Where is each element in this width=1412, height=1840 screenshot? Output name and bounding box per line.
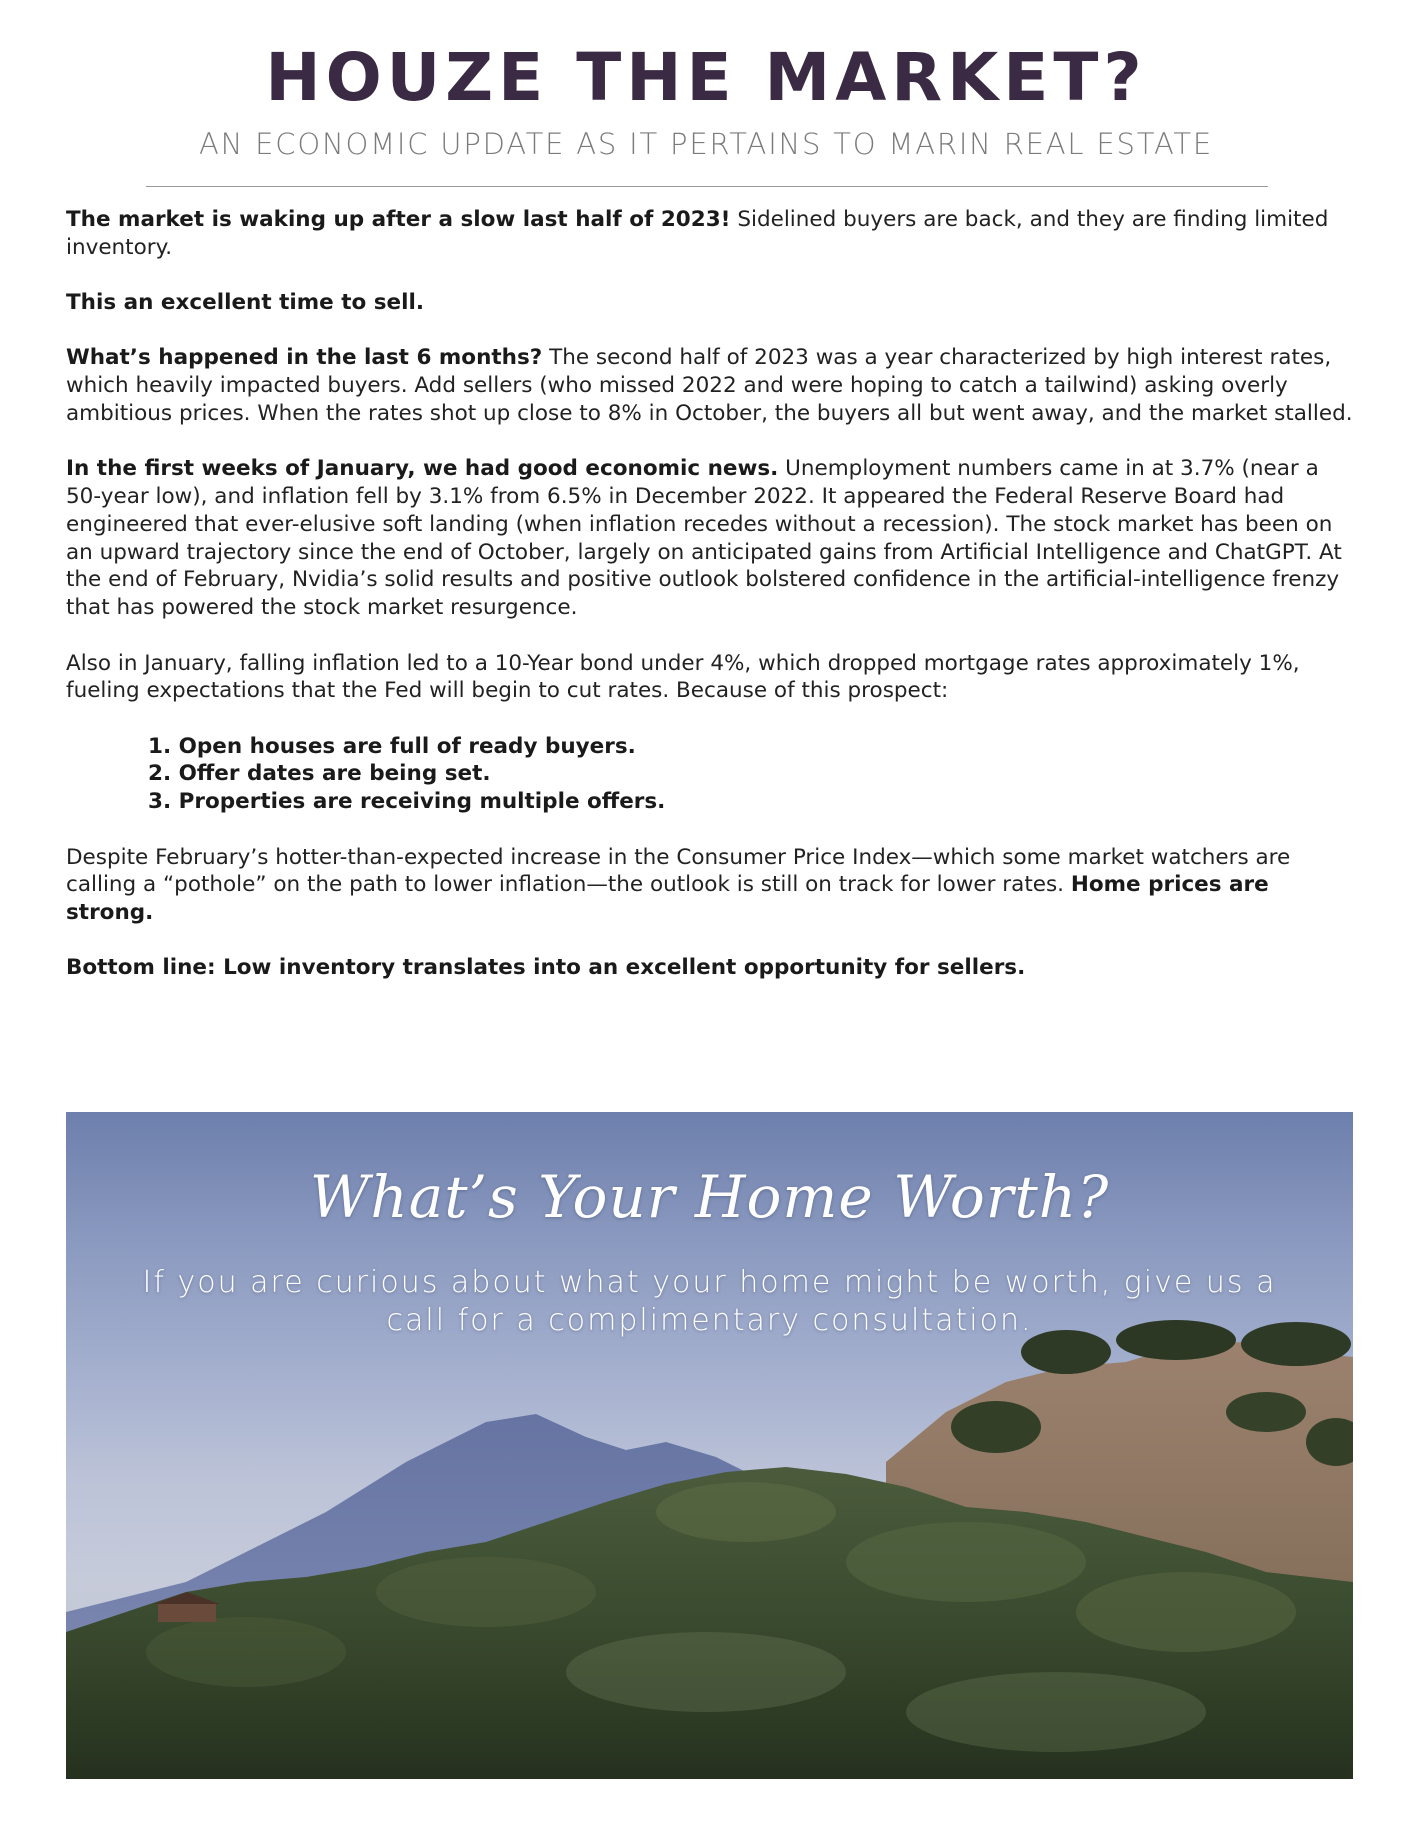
list-item: 3. Properties are receiving multiple offers. bbox=[148, 789, 666, 815]
article-body bbox=[66, 206, 1356, 1010]
paragraph-bond-rates bbox=[66, 650, 1356, 706]
six-months-lead: What’s happened in the last 6 months? bbox=[66, 345, 543, 371]
paragraph-cpi bbox=[66, 844, 1356, 927]
banner-text: If you are curious about what your home might be worth, give us a call for a complimentary consultation. bbox=[142, 1265, 1277, 1338]
prospect-list bbox=[66, 733, 1356, 816]
home-worth-banner bbox=[66, 1112, 1353, 1779]
january-lead: In the first weeks of January, we had good economic news. bbox=[66, 456, 779, 482]
cpi-text: Despite February’s hotter-than-expected increase in the Consumer Price Index—which some market watchers are calling a “pothole” on the path to lower inflation—the outlook is still on track for lower rates. bbox=[66, 844, 1291, 898]
paragraph-bottom-line bbox=[66, 954, 1356, 982]
header-divider bbox=[146, 186, 1268, 187]
list-item: 2. Offer dates are being set. bbox=[148, 761, 491, 787]
banner-title: What’s Your Home Worth? bbox=[309, 1163, 1110, 1231]
bottom-line: Bottom line: Low inventory translates into an excellent opportunity for sellers. bbox=[66, 955, 1026, 981]
page-title: HOUZE THE MARKET? bbox=[265, 39, 1147, 116]
intro-text: Sidelined buyers are back, and they are finding limited inventory. bbox=[66, 207, 1329, 260]
cpi-bold: Home prices are strong. bbox=[66, 872, 1269, 926]
paragraph-last-six-months bbox=[66, 344, 1356, 427]
january-text: Unemployment numbers came in at 3.7% (near a 50-year low), and inflation fell by 3.1% from 6.5% in December 2022. It appeared the Federal Reserve Board had engineered that ever-elusive soft landing (when inflation recedes without a recession). The stock market has been on an upward trajectory since the end of October, largely on anticipated gains from Artificial Intelligence and ChatGPT. At the end of February, Nvidia’s solid results and positive outlook bolstered confidence in the artificial-intelligence frenzy that has powered the stock market resurgence. bbox=[66, 456, 1342, 621]
bond-rates-text: Also in January, falling inflation led to a 10-Year bond under 4%, which dropped mortgage rates approximately 1%, fueling expectations that the Fed will begin to cut rates. Because of this prospect: bbox=[66, 650, 1300, 704]
intro-lead: The market is waking up after a slow last half of 2023! bbox=[66, 207, 731, 232]
paragraph-intro bbox=[66, 206, 1356, 262]
six-months-text: The second half of 2023 was a year characterized by high interest rates, which heavily impacted buyers. Add sellers (who missed 2022 and were hoping to catch a tailwind) asking overly ambitious prices. When the rates shot up close to 8% in October, the buyers all but went away, and the market stalled. bbox=[66, 345, 1353, 426]
paragraph-sell bbox=[66, 289, 1356, 317]
list-item: 1. Open houses are full of ready buyers. bbox=[148, 733, 636, 759]
page-subtitle: AN ECONOMIC UPDATE AS IT PERTAINS TO MARIN REAL ESTATE bbox=[199, 127, 1213, 161]
paragraph-january-news bbox=[66, 455, 1356, 622]
sell-statement: This an excellent time to sell. bbox=[66, 290, 425, 316]
